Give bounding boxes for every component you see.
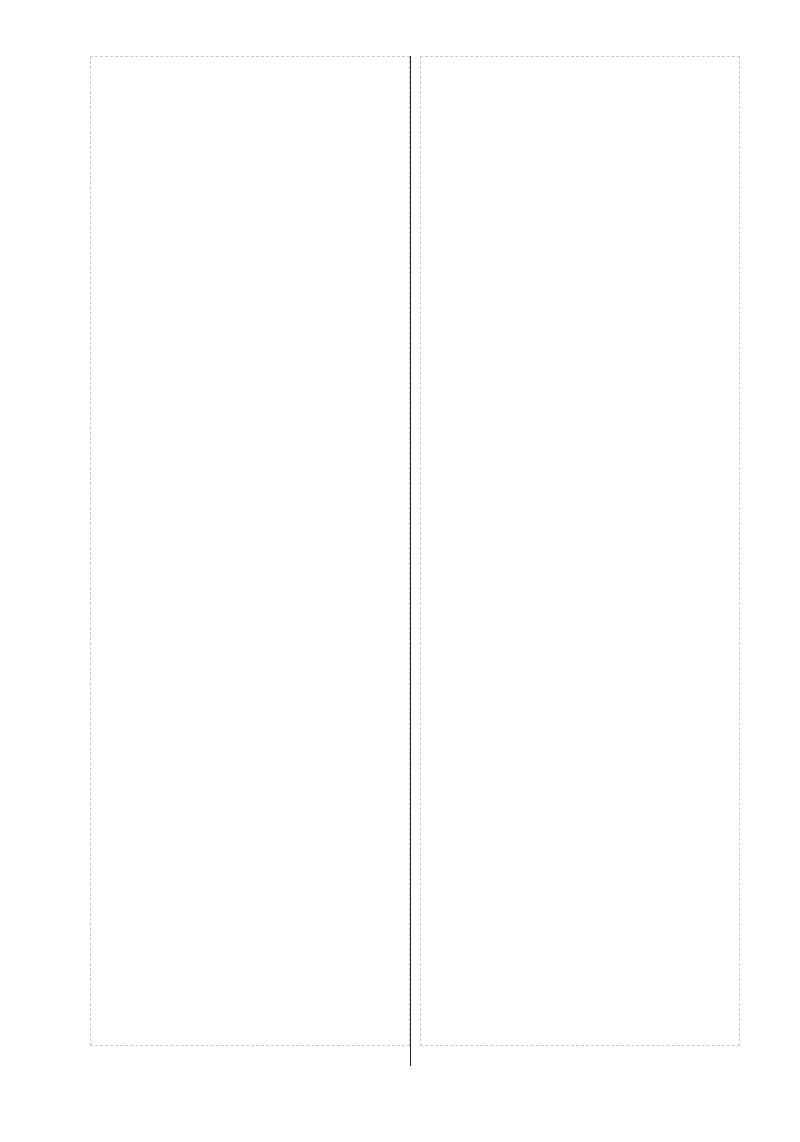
column-divider (410, 56, 411, 1066)
right-column-placeholder (420, 56, 740, 1046)
right-column (420, 56, 740, 1046)
left-column-placeholder (90, 56, 410, 1046)
left-column (90, 56, 410, 1046)
